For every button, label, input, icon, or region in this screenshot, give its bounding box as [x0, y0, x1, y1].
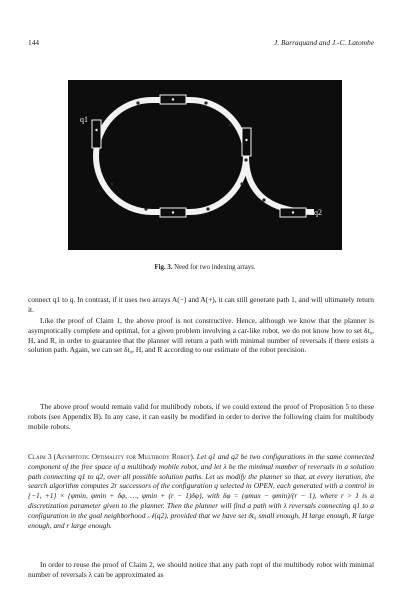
page-number: 144	[28, 38, 40, 47]
paragraph-1-text: connect q1 to q. In contrast, if it uses two arrays A(−) and A(+), it can still generate path 1, and will ultimately return it.	[28, 295, 374, 314]
paragraph-2	[28, 316, 374, 355]
page-header	[28, 38, 374, 50]
robot-right	[242, 128, 251, 156]
label-q2: q2	[314, 208, 322, 217]
paragraph-3-text: The above proof would remain valid for multibody robots, if we could extend the proof of Proposition 5 to these robots (see Appendix B). In any case, it can easily be modified in order to derive the following claim for multibody mobile robots.	[28, 402, 374, 431]
figure-3-drawing	[68, 80, 342, 250]
caption-label: Fig. 3.	[154, 264, 173, 271]
paragraph-2-text: Like the proof of Claim 1, the above proof is not constructive. Hence, although we know that the planner is asymptotically complete and optimal, for a given problem involving a car-like robot, we do not know how to set δt₀, H, and R, in order to guarantee that the planner will return a path with minimal number of reversals if there exists a solution path. Again, we can set δt₀, H, and R according to our estimate of the robot precision.	[28, 316, 374, 355]
caption-text: Need for two indexing arrays.	[174, 264, 256, 271]
claim-body: Let q1 and q2 be two configurations in the same connected component of the free space of a multibody mobile robot, and let λ be the minimal number of reversals in a solution path connecting q1 to q2, over all possible solution paths. Let us modify the planner so that, at every iteration, the search algorithm computes 2r successors of the configuration q selected in OPEN, each generated with a control in {−1, +1} × {φmin, φmin + δφ, …, φmin + (r − 1)δφ}, with δφ = (φmax − φmin)/(r − 1), where r > 1 is a discretization parameter given to the planner. Then the planner will find a path with λ reversals connecting q1 to a configuration in the goal neighborhood 𝒩(q2), provided that we have set δt₀ small enough, H large enough, R large enough, and r large enough.	[28, 452, 374, 530]
paragraph-1	[28, 295, 374, 315]
robot-q1	[92, 120, 101, 148]
paragraph-3	[28, 402, 374, 431]
figure-3	[68, 80, 342, 250]
claim-heading: Claim 3 (Asymptotic Optimality for Multibody Robot).	[28, 452, 195, 461]
label-q1: q1	[80, 115, 88, 124]
running-head-authors: J. Barraquand and J.-C. Latombe	[274, 38, 374, 47]
figure-caption	[0, 264, 410, 271]
claim-3	[28, 452, 374, 530]
paragraph-4-text: In order to reuse the proof of Claim 2, we should notice that any path τopt of the multibody robot with minimal number of reversals λ can be approximated as	[28, 560, 374, 579]
figure-background	[68, 80, 342, 250]
paragraph-4	[28, 560, 374, 580]
